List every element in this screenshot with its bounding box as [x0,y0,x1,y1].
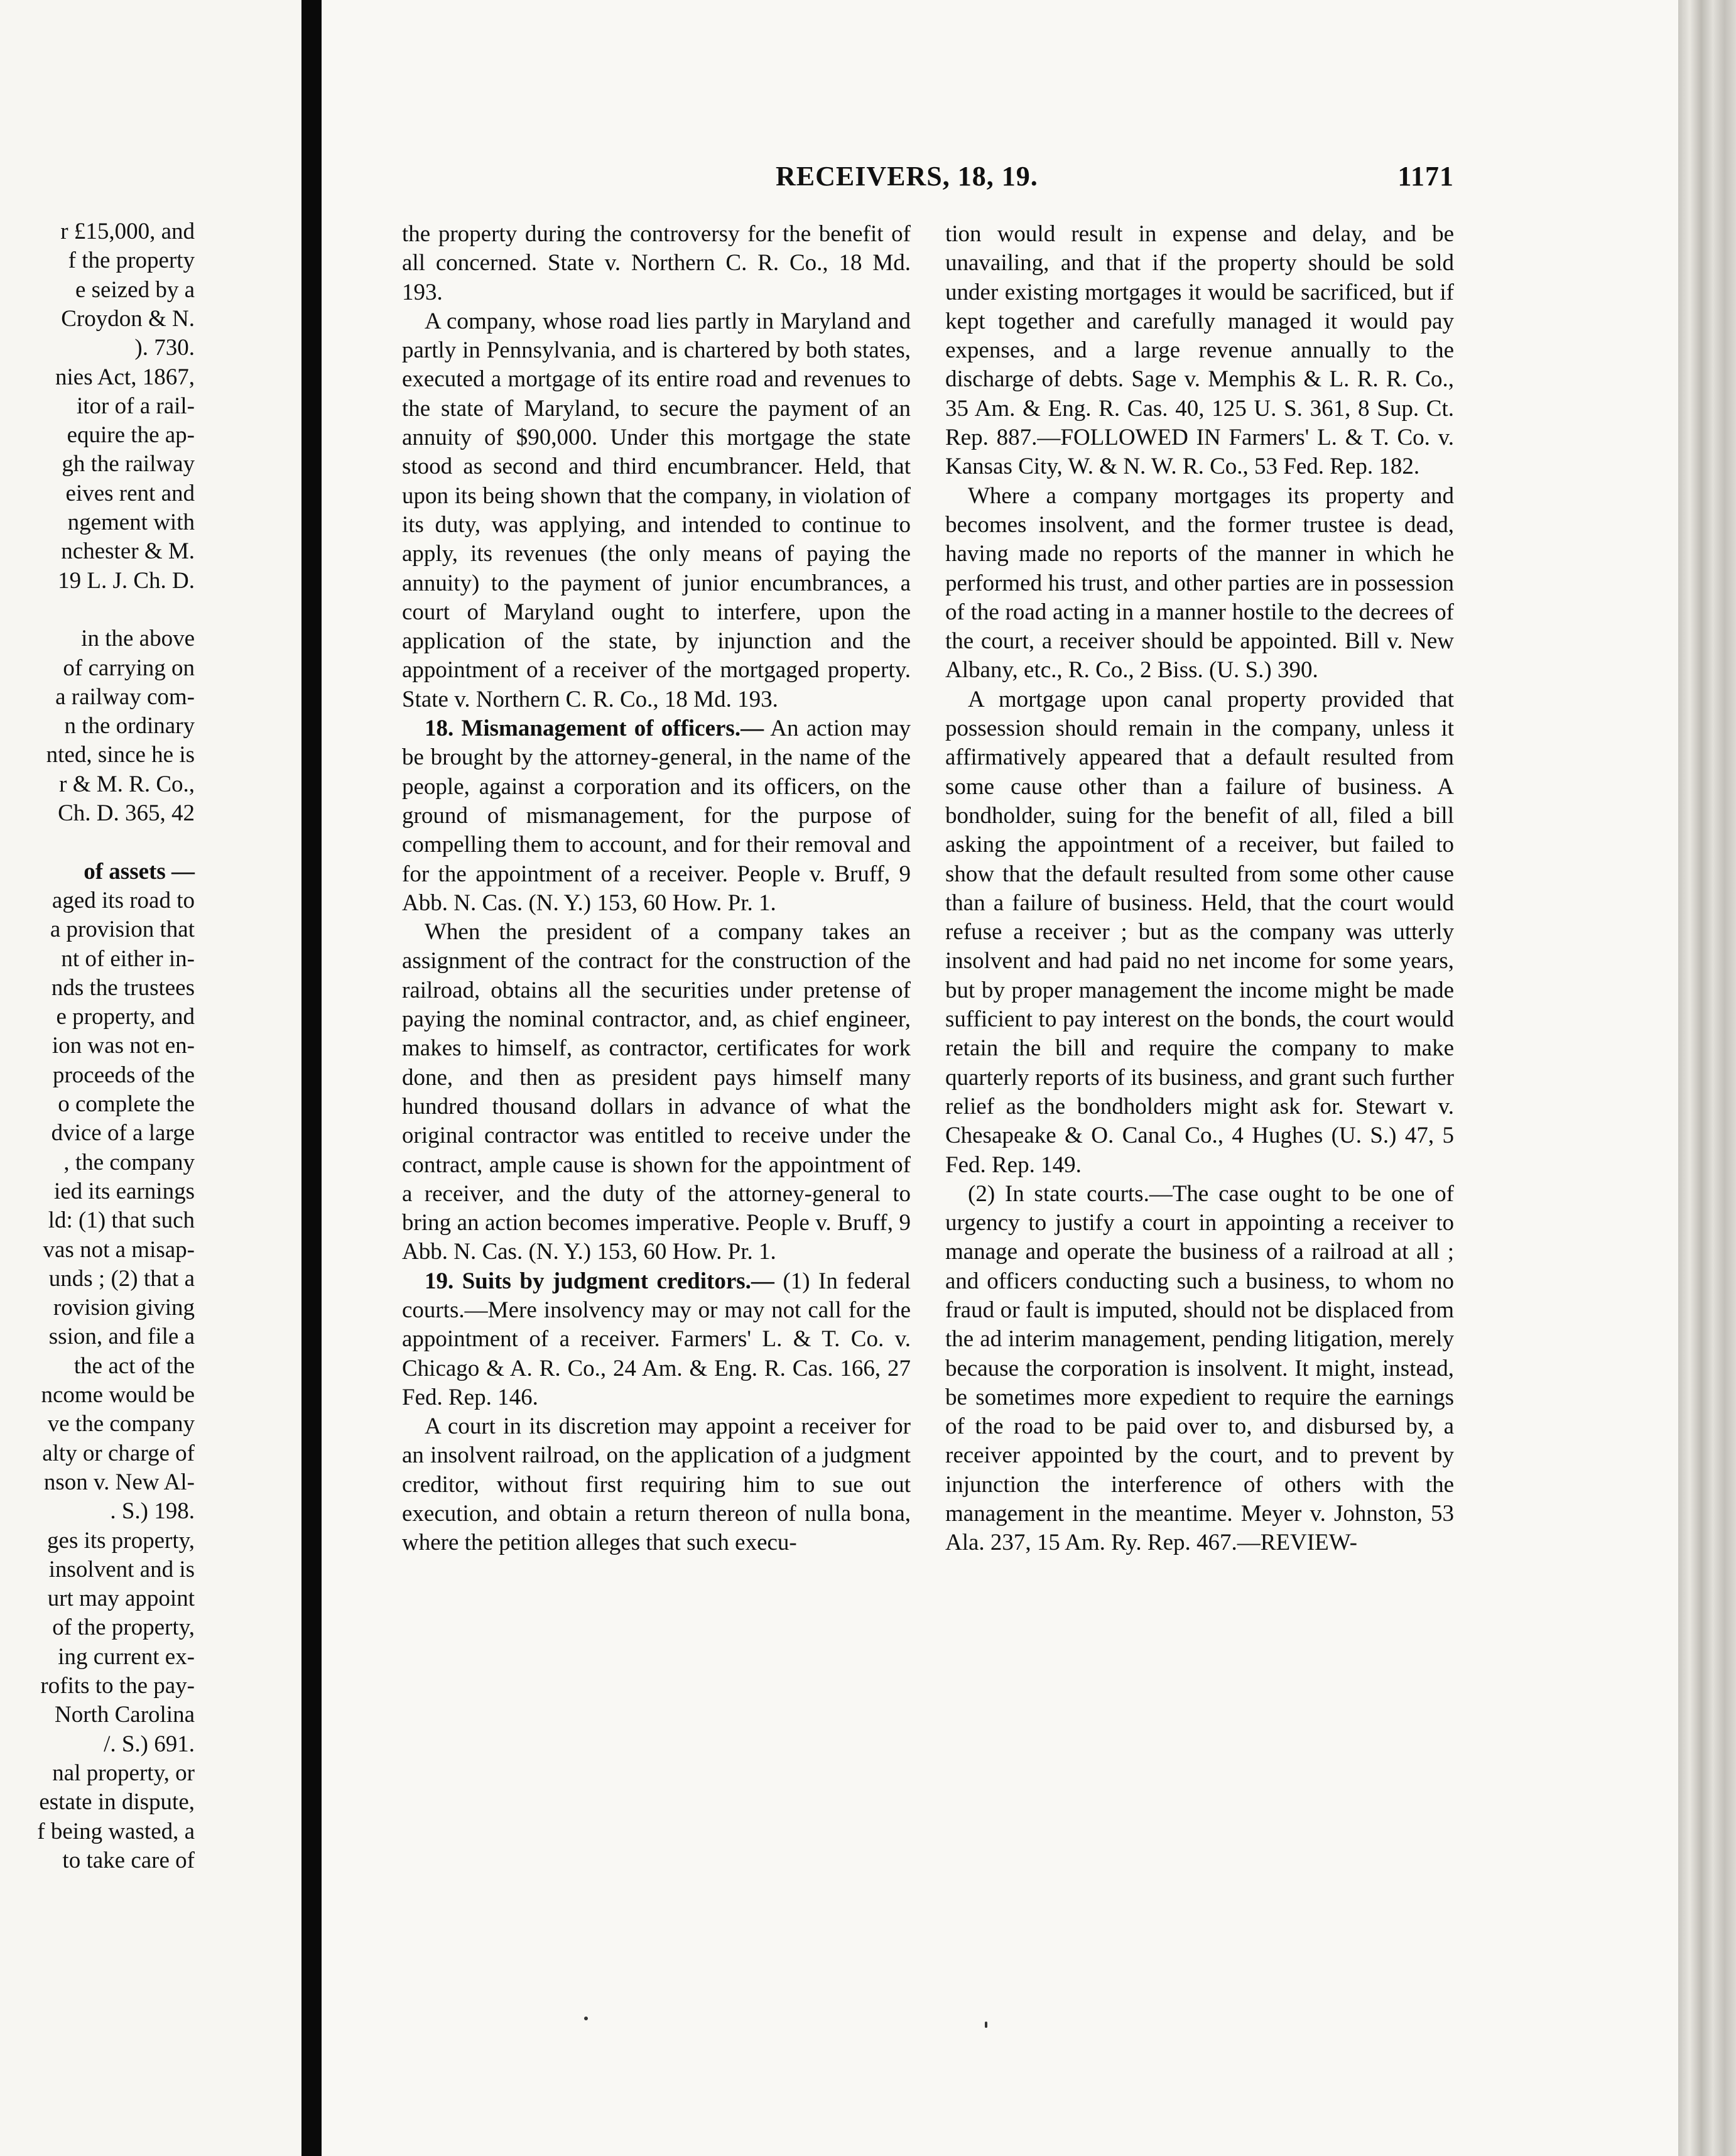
facing-page-line: nson v. New Al- [43,1469,195,1495]
section-18 [402,714,911,918]
section-text: An action may be brought by the attorney-general, in the name of the people, against a corporation and its officers, on the ground of mismanagement, for the purpose of compelling them to account, and for their removal and for the appointment of a receiver. People v. Bruff, 9 Abb. N. Cas. (N. Y.) 153, 60 How. Pr. 1. [402,716,911,916]
facing-page-line: a railway com- [55,683,195,710]
facing-page-line: aged its road to [52,887,195,913]
facing-page-line: r & M. R. Co., [59,771,195,797]
specks [985,2022,987,2028]
facing-page-line: to take care of [62,1847,195,1873]
facing-page-line: ges its property, [47,1527,195,1554]
facing-page-line: /. S.) 691. [104,1731,195,1757]
facing-page-line: ld: (1) that such [48,1207,195,1234]
facing-page-line: . S.) 198. [110,1498,195,1525]
facing-page-line: of carrying on [63,655,195,681]
facing-page-line: itor of a rail- [77,393,195,419]
facing-page-line: Croydon & N. [61,305,195,332]
facing-page-line: nal property, or [52,1760,195,1786]
facing-page-line: the act of the [73,1353,195,1379]
facing-page-line: estate in dispute, [39,1789,195,1816]
facing-page-line: of the property, [52,1614,195,1641]
facing-page-line: equire the ap- [67,422,195,449]
facing-page-line: eives rent and [65,480,195,506]
facing-page-line: ion was not en- [52,1033,195,1059]
facing-page-line: f being wasted, a [37,1818,195,1844]
facing-page-line: e seized by a [75,276,195,303]
facing-page-line: nds the trustees [51,974,195,1001]
facing-page-line: vas not a misap- [43,1236,195,1263]
facing-page-line: ssion, and file a [48,1324,195,1350]
facing-page-line: , the company [63,1149,195,1175]
facing-page-line: ngement with [67,509,195,535]
facing-page-line: nt of either in- [61,945,195,972]
facing-page-line: ). 730. [134,335,195,361]
header-title: RECEIVERS, 18, 19. [776,161,1038,192]
facing-page-line: nchester & M. [61,538,195,565]
facing-page-line: n the ordinary [64,713,195,739]
column-right [945,220,1454,1558]
facing-page-line: ncome would be [41,1382,195,1408]
paragraph: (2) In state courts.—The case ought to be one of urgency to justify a court in appointing a receiver to manage and operate the business of a railroad at all ; and officers conducting such a business, to whom no fraud or fault is imputed, should not be displaced from the ad interim management, pending litigation, merely because the corporation is insolvent. It might, instead, be sometimes more expedient to require the earnings of the road to be paid over to, and disbursed by, a receiver appointed by the court, and to prevent by injunction the interference of others with the management in the meantime. Meyer v. Johnston, 53 Ala. 237, 15 Am. Ry. Rep. 467.—REVIEW- [945,1180,1454,1556]
facing-page-line: proceeds of the [52,1062,195,1088]
facing-page-line: dvice of a large [51,1120,195,1146]
facing-page-line: ve the company [47,1411,195,1437]
section-19 [402,1267,911,1412]
running-header [776,160,1454,192]
facing-page-line: North Carolina [55,1702,195,1728]
facing-page-line: rovision giving [53,1295,195,1321]
facing-page-line: urt may appoint [47,1586,195,1612]
facing-page-line: unds ; (2) that a [48,1265,195,1292]
facing-page-line: r £15,000, and [60,219,195,244]
facing-page-line: ing current ex- [58,1643,195,1670]
specks [584,2017,588,2020]
facing-page-line: f the property [68,248,195,274]
paragraph: A company, whose road lies partly in Maryland and partly in Pennsylvania, and is chartered by both states, executed a mortgage of its entire road and revenues to the state of Maryland, to secure the payment of an annuity of $90,000. Under this mortgage the state stood as second and third encumbrancer. Held, that upon its being shown that the company, in violation of its duty, was applying, and intended to continue to apply, its revenues (the only means of paying the annuity) to the payment of junior encumbrances, a court of Maryland ought to interfere, upon the application of the state, by injunction and the appointment of a receiver of the mortgaged property. State v. Northern C. R. Co., 18 Md. 193. [402,308,911,712]
section-text: (1) In federal courts.—Mere insolvency may or may not call for the appointment of a receiver. Farmers' L. & T. Co. v. Chicago & A. R. Co., 24 Am. & Eng. R. Cas. 166, 27 Fed. Rep. 146. [402,1268,911,1410]
facing-page [0,0,301,2156]
column-left [402,220,911,1558]
section-heading: 18. Mismanagement of officers.— [425,716,764,742]
paragraph: When the president of a company takes an assignment of the contract for the construction of the railroad, obtains all the securities under pretense of paying the nominal contractor, and, as chief engineer, makes to himself, as contractor, certificates for work done, and then as president pays himself many hundred thousand dollars in advance of what the original contractor was entitled to receive under the contract, ample cause is shown for the appointment of a receiver, and the duty of the attorney-general to bring an action becomes imperative. People v. Bruff, 9 Abb. N. Cas. (N. Y.) 153, 60 How. Pr. 1. [402,919,911,1265]
facing-page-line: o complete the [58,1091,195,1117]
book-gutter [301,0,322,2156]
paragraph: Where a company mortgages its property and becomes insolvent, and the former trustee is dead, having made no reports of the manner in which he performed his trust, and other parties are in possession of the road acting in a manner hostile to the decrees of the court, a receiver should be appointed. Bill v. New Albany, etc., R. Co., 2 Biss. (U. S.) 390. [945,482,1454,683]
page-number: 1171 [1397,161,1454,192]
facing-page-line: rofits to the pay- [40,1673,195,1699]
page-edges [1678,0,1736,2156]
facing-page-line: ied its earnings [53,1178,195,1204]
facing-page-line: nies Act, 1867, [55,364,195,390]
facing-page-line: gh the railway [62,451,195,477]
facing-page-line: Ch. D. 365, 42 [58,800,195,826]
facing-page-line: nted, since he is [46,742,195,768]
paragraph: A court in its discretion may appoint a receiver for an insolvent railroad, on the application of a judgment creditor, without first requiring him to sue out execution, and obtain a return thereon of nulla bona, where the petition alleges that such execu- [402,1413,911,1556]
paragraph: A mortgage upon canal property provided that possession should remain in the company, unless it affirmatively appeared that a default resulted from some cause other than a failure of business. A bondholder, suing for the benefit of all, filed a bill asking the appointment of a receiver, but failed to show that the default resulted from some other cause than a failure of business. Held, that the court would refuse a receiver ; but as the company was utterly insolvent and had paid no net income for some years, but by proper management the income might be made sufficient to pay interest on the bonds, the court would retain the bill and require the company to make quarterly reports of its business, and grant such further relief as the bondholders might ask for. Stewart v. Chesapeake & O. Canal Co., 4 Hughes (U. S.) 47, 5 Fed. Rep. 149. [945,686,1454,1178]
facing-page-line: insolvent and is [48,1556,195,1582]
paragraph: tion would result in expense and delay, and be unavailing, and that if the property should be sold under existing mortgages it would be sacrificed, but if kept together and carefully managed it would pay expenses, and a large revenue annually to the discharge of debts. Sage v. Memphis & L. R. R. Co., 35 Am. & Eng. R. Cas. 40, 125 U. S. 361, 8 Sup. Ct. Rep. 887.—FOLLOWED IN Farmers' L. & T. Co. v. Kansas City, W. & N. W. R. Co., 53 Fed. Rep. 182. [945,221,1454,480]
facing-page-line: alty or charge of [42,1440,195,1466]
facing-page-line: a provision that [50,917,195,943]
facing-page-line: of assets — [84,858,195,885]
paragraph: the property during the controversy for the benefit of all concerned. State v. Northern C. R. Co., 18 Md. 193. [402,221,911,305]
facing-page-line: in the above [81,626,195,652]
section-heading: 19. Suits by judgment creditors.— [425,1268,774,1294]
facing-page-line: 19 L. J. Ch. D. [58,567,195,594]
facing-page-line: e property, and [56,1004,195,1030]
